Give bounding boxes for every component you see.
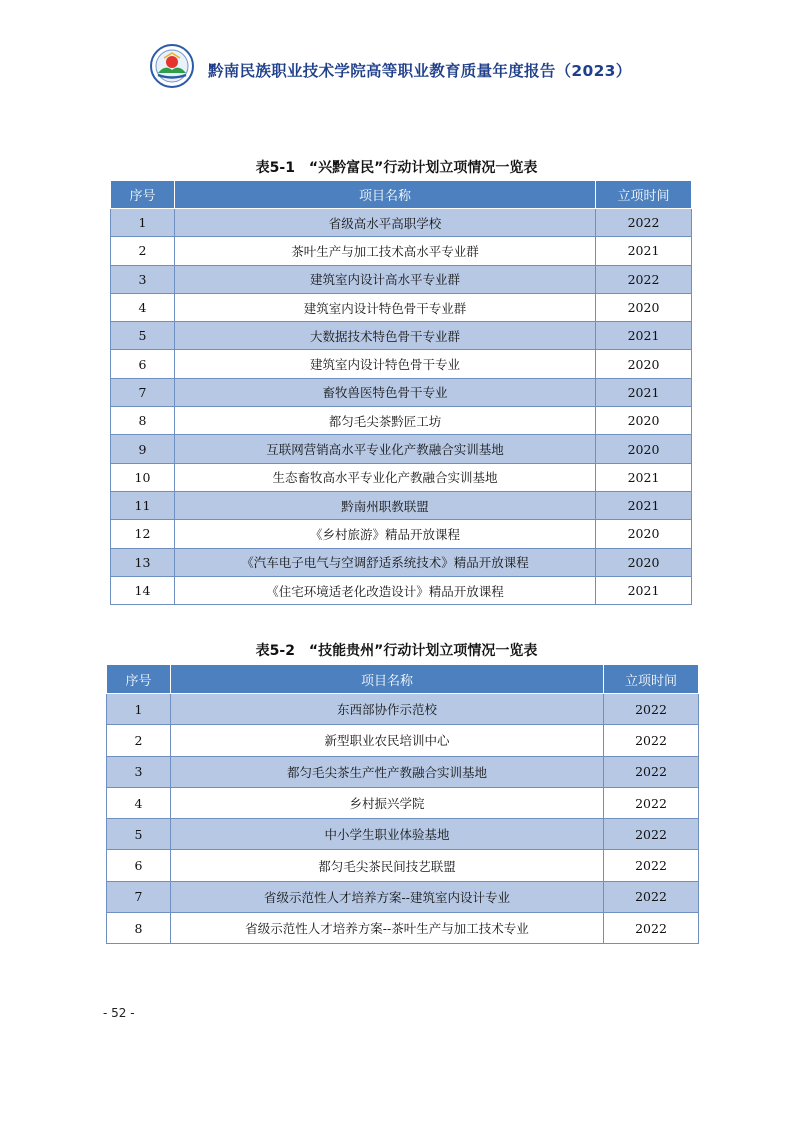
table-row xyxy=(111,491,692,519)
row-index: 4 xyxy=(107,787,171,818)
row-index: 6 xyxy=(111,350,175,378)
table1-header-row xyxy=(111,181,692,209)
table1-header-name: 项目名称 xyxy=(175,181,596,209)
row-project: 畜牧兽医特色骨干专业 xyxy=(175,378,596,406)
row-year: 2020 xyxy=(596,350,692,378)
page-header xyxy=(150,44,670,92)
table1-caption: 表5-1 “兴黔富民”行动计划立项情况一览表 xyxy=(255,160,538,176)
row-index: 6 xyxy=(107,850,171,881)
table-row xyxy=(107,850,699,881)
row-year: 2021 xyxy=(596,322,692,350)
table2-header-index: 序号 xyxy=(107,665,171,694)
row-year: 2021 xyxy=(596,491,692,519)
table2-caption: 表5-2 “技能贵州”行动计划立项情况一览表 xyxy=(255,643,538,659)
row-index: 1 xyxy=(107,694,171,725)
row-project: 省级高水平高职学校 xyxy=(175,209,596,237)
school-logo-icon xyxy=(150,44,194,88)
row-project: 都匀毛尖茶生产性产教融合实训基地 xyxy=(171,756,604,787)
row-project: 建筑室内设计特色骨干专业群 xyxy=(175,293,596,321)
row-year: 2022 xyxy=(604,725,699,756)
row-project: 乡村振兴学院 xyxy=(171,787,604,818)
row-year: 2020 xyxy=(596,435,692,463)
table-row xyxy=(107,694,699,725)
row-year: 2022 xyxy=(604,913,699,944)
row-index: 2 xyxy=(111,237,175,265)
row-index: 10 xyxy=(111,463,175,491)
row-year: 2020 xyxy=(596,407,692,435)
table-row xyxy=(107,756,699,787)
row-project: 《汽车电子电气与空调舒适系统技术》精品开放课程 xyxy=(175,548,596,576)
row-index: 1 xyxy=(111,209,175,237)
table-row xyxy=(111,322,692,350)
row-index: 3 xyxy=(111,265,175,293)
row-project: 黔南州职教联盟 xyxy=(175,491,596,519)
row-year: 2020 xyxy=(596,293,692,321)
row-index: 8 xyxy=(107,913,171,944)
table-row xyxy=(111,407,692,435)
row-year: 2020 xyxy=(596,520,692,548)
row-index: 8 xyxy=(111,407,175,435)
table-row xyxy=(107,819,699,850)
table2-header-year: 立项时间 xyxy=(604,665,699,694)
table-row xyxy=(111,237,692,265)
row-project: 东西部协作示范校 xyxy=(171,694,604,725)
row-project: 大数据技术特色骨干专业群 xyxy=(175,322,596,350)
table-row xyxy=(111,293,692,321)
row-index: 7 xyxy=(111,378,175,406)
row-year: 2022 xyxy=(604,756,699,787)
page-number: - 52 - xyxy=(103,1006,135,1020)
row-year: 2022 xyxy=(604,819,699,850)
row-project: 中小学生职业体验基地 xyxy=(171,819,604,850)
row-index: 5 xyxy=(107,819,171,850)
row-project: 生态畜牧高水平专业化产教融合实训基地 xyxy=(175,463,596,491)
table-row xyxy=(107,725,699,756)
row-project: 《住宅环境适老化改造设计》精品开放课程 xyxy=(175,576,596,604)
row-index: 7 xyxy=(107,881,171,912)
row-index: 2 xyxy=(107,725,171,756)
row-project: 都匀毛尖茶黔匠工坊 xyxy=(175,407,596,435)
table-row xyxy=(107,787,699,818)
row-year: 2022 xyxy=(596,209,692,237)
table-row xyxy=(111,209,692,237)
row-year: 2022 xyxy=(604,787,699,818)
row-index: 13 xyxy=(111,548,175,576)
row-project: 建筑室内设计高水平专业群 xyxy=(175,265,596,293)
table2 xyxy=(106,664,699,944)
row-index: 3 xyxy=(107,756,171,787)
table-row xyxy=(111,350,692,378)
row-index: 11 xyxy=(111,491,175,519)
table-row xyxy=(107,881,699,912)
row-project: 茶叶生产与加工技术高水平专业群 xyxy=(175,237,596,265)
table-row xyxy=(111,576,692,604)
row-index: 14 xyxy=(111,576,175,604)
table2-header-name: 项目名称 xyxy=(171,665,604,694)
row-project: 省级示范性人才培养方案--建筑室内设计专业 xyxy=(171,881,604,912)
row-year: 2022 xyxy=(604,881,699,912)
row-year: 2022 xyxy=(604,850,699,881)
table-row xyxy=(111,435,692,463)
row-index: 5 xyxy=(111,322,175,350)
table1-header-index: 序号 xyxy=(111,181,175,209)
row-project: 互联网营销高水平专业化产教融合实训基地 xyxy=(175,435,596,463)
table1 xyxy=(110,180,692,605)
table1-header-year: 立项时间 xyxy=(596,181,692,209)
header-title: 黔南民族职业技术学院高等职业教育质量年度报告（2023） xyxy=(208,62,632,80)
row-year: 2021 xyxy=(596,576,692,604)
table-row xyxy=(107,913,699,944)
table-row xyxy=(111,520,692,548)
row-year: 2021 xyxy=(596,237,692,265)
row-year: 2022 xyxy=(604,694,699,725)
row-project: 新型职业农民培训中心 xyxy=(171,725,604,756)
row-index: 4 xyxy=(111,293,175,321)
row-project: 都匀毛尖茶民间技艺联盟 xyxy=(171,850,604,881)
row-year: 2021 xyxy=(596,378,692,406)
row-year: 2020 xyxy=(596,548,692,576)
row-project: 省级示范性人才培养方案--茶叶生产与加工技术专业 xyxy=(171,913,604,944)
row-project: 《乡村旅游》精品开放课程 xyxy=(175,520,596,548)
table-row xyxy=(111,378,692,406)
table2-header-row xyxy=(107,665,699,694)
row-year: 2022 xyxy=(596,265,692,293)
row-year: 2021 xyxy=(596,463,692,491)
table-row xyxy=(111,265,692,293)
row-index: 9 xyxy=(111,435,175,463)
row-index: 12 xyxy=(111,520,175,548)
table-row xyxy=(111,548,692,576)
table-row xyxy=(111,463,692,491)
row-project: 建筑室内设计特色骨干专业 xyxy=(175,350,596,378)
